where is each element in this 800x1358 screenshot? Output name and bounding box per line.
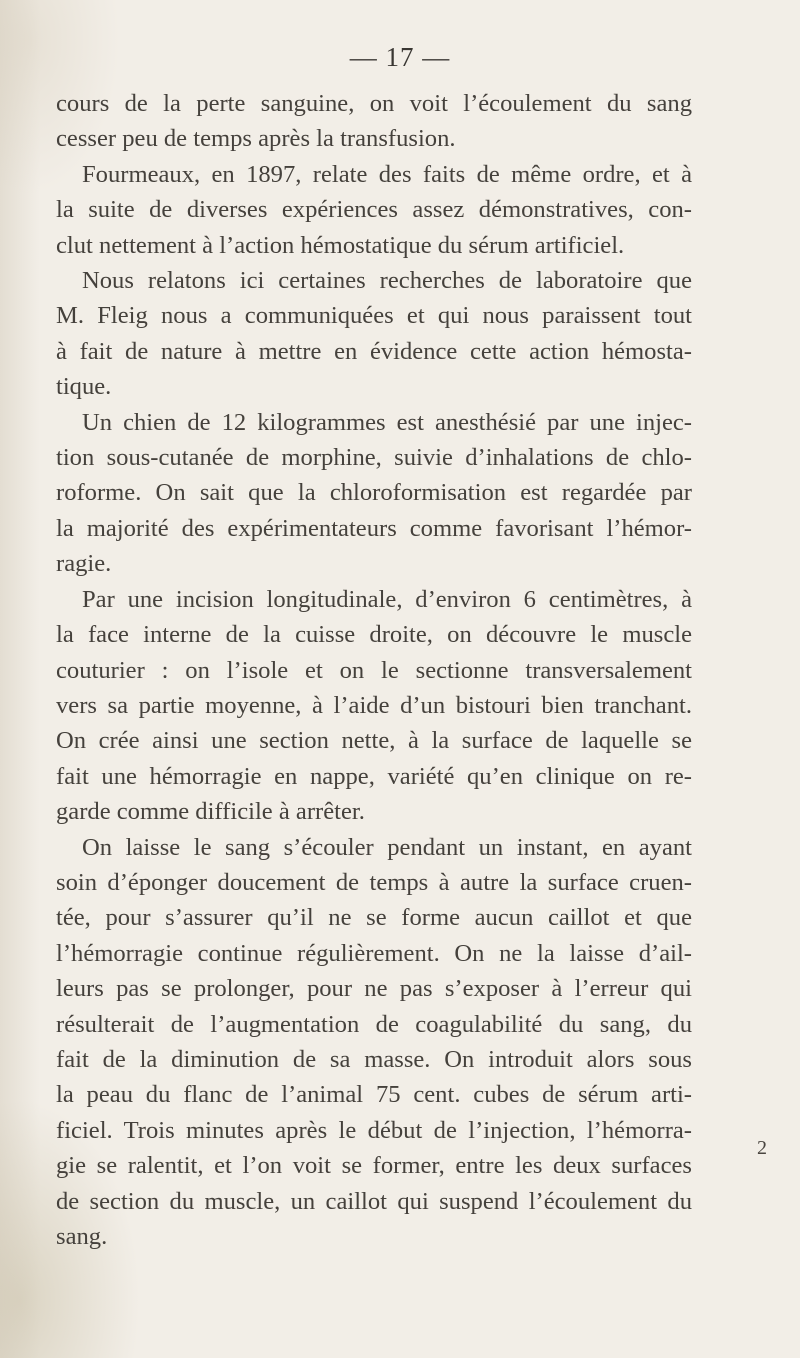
body-text (56, 86, 692, 1254)
text-line: Un chien de 12 kilogrammes est anesthésié par une injec- (82, 408, 692, 436)
text-line: roforme. On sait que la chloroformisation est regardée par (56, 479, 692, 507)
text-line: soin d’éponger doucement de temps à autre la surface cruen- (56, 868, 692, 896)
text-line: On laisse le sang s’écouler pendant un instant, en ayant (82, 833, 692, 861)
text-line: On crée ainsi une section nette, à la surface de laquelle se (56, 727, 692, 755)
text-line: la majorité des expérimentateurs comme favorisant l’hémor- (56, 514, 692, 542)
text-line: tée, pour s’assurer qu’il ne se forme aucun caillot et que (56, 904, 692, 932)
text-line: fait de la diminution de sa masse. On introduit alors sous (56, 1045, 692, 1073)
text-line: tique. (56, 373, 112, 401)
text-line: cesser peu de temps après la transfusion. (56, 125, 456, 153)
text-line: ficiel. Trois minutes après le début de l’injection, l’hémorra- (56, 1116, 692, 1144)
page-number: — 17 — (349, 42, 451, 72)
text-line: vers sa partie moyenne, à l’aide d’un bistouri bien tranchant. (56, 691, 692, 719)
signature-mark: 2 (757, 1137, 767, 1159)
text-line: la suite de diverses expériences assez démonstratives, con- (56, 196, 692, 224)
text-line: de section du muscle, un caillot qui suspend l’écoulement du (56, 1187, 692, 1215)
text-line: sang. (56, 1223, 108, 1250)
text-line: leurs pas se prolonger, pour ne pas s’exposer à l’erreur qui (56, 975, 692, 1003)
text-line: la face interne de la cuisse droite, on découvre le muscle (56, 621, 692, 649)
text-line: ragie. (56, 550, 112, 578)
text-line: à fait de nature à mettre en évidence cette action hémosta- (56, 337, 692, 365)
text-line: couturier : on l’isole et on le sectionne transversalement (56, 656, 692, 684)
text-line: M. Fleig nous a communiquées et qui nous paraissent tout (56, 302, 692, 330)
text-line: cours de la perte sanguine, on voit l’écoulement du sang (56, 90, 692, 117)
text-line: Par une incision longitudinale, d’environ 6 centimètres, à (82, 585, 692, 613)
text-line: clut nettement à l’action hémostatique du sérum artificiel. (56, 231, 625, 259)
text-line: tion sous-cutanée de morphine, suivie d’inhalations de chlo- (56, 444, 692, 472)
text-line: l’hémorragie continue régulièrement. On ne la laisse d’ail- (56, 939, 692, 967)
text-line: Fourmeaux, en 1897, relate des faits de même ordre, et à (82, 160, 692, 188)
text-line: garde comme difficile à arrêter. (56, 798, 365, 826)
text-line: Nous relatons ici certaines recherches de laboratoire que (82, 267, 692, 295)
text-line: la peau du flanc de l’animal 75 cent. cubes de sérum arti- (56, 1081, 692, 1109)
text-line: fait une hémorragie en nappe, variété qu’en clinique on re- (56, 762, 692, 790)
text-line: résulterait de l’augmentation de coagulabilité du sang, du (56, 1010, 692, 1038)
text-line: gie se ralentit, et l’on voit se former, entre les deux surfaces (56, 1152, 692, 1180)
